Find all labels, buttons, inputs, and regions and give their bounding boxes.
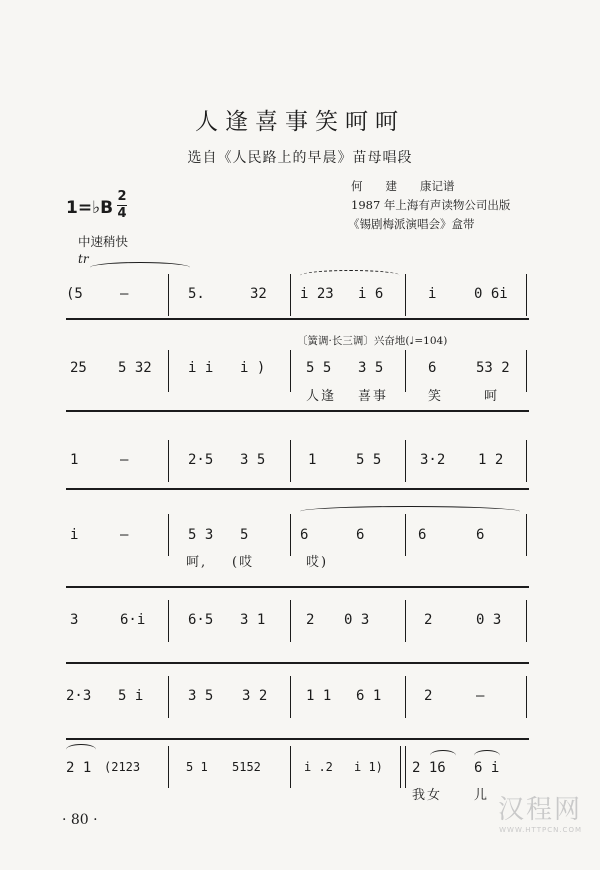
bar-line <box>526 676 527 718</box>
note-group: 0 3 <box>344 612 370 628</box>
note-group: 6 1 <box>356 688 382 704</box>
note-group: 3 2 <box>242 688 268 704</box>
bar-line <box>526 350 527 392</box>
note-group: 5 <box>240 527 249 543</box>
bar-line <box>526 600 527 642</box>
note-group: 2 <box>424 612 433 628</box>
lyric: 笑 <box>428 389 444 404</box>
bar-line <box>526 274 527 316</box>
key-signature: 1=♭B <box>66 198 114 218</box>
note-group: 3·2 <box>420 452 446 468</box>
note-group: 1 1 <box>306 688 332 704</box>
lyric: 我女 <box>412 788 443 803</box>
bar-line <box>290 600 291 642</box>
note-group: i 6 <box>358 286 384 302</box>
note-group: 1 <box>308 452 317 468</box>
bar-line <box>400 746 401 788</box>
time-signature-bottom: 4 <box>117 206 127 221</box>
section-marker: 〔簧调·长三调〕兴奋地(♩=104) <box>297 335 448 347</box>
note-group: (2123 <box>104 760 141 774</box>
phrase-arc <box>90 262 190 273</box>
note-group: 6 <box>476 527 485 543</box>
note-group: 3 5 <box>188 688 214 704</box>
phrase-arc <box>300 270 400 281</box>
watermark <box>498 789 582 834</box>
lyric: 喜事 <box>358 389 389 404</box>
lyric: 人逢 <box>306 389 337 404</box>
note-group: 6 <box>428 360 437 376</box>
note-group: i <box>428 286 437 302</box>
note-group: 0 3 <box>476 612 502 628</box>
bar-line <box>290 676 291 718</box>
note-group: 5 5 <box>356 452 382 468</box>
note-group: 1 <box>70 452 79 468</box>
credit-source: 《锡剧梅派演唱会》盒带 <box>348 217 475 231</box>
note-group: 2 1 <box>66 760 92 776</box>
watermark-brand: 汉程网 <box>497 795 582 825</box>
note-group: 6 <box>300 527 309 543</box>
bar-line <box>405 514 406 556</box>
credit-transcriber: 何 建 康记谱 <box>351 179 455 193</box>
note-group: 1 2 <box>478 452 504 468</box>
staff-line <box>66 488 529 490</box>
note-group: – <box>120 527 129 543</box>
note-group: 2 <box>424 688 433 704</box>
note-group: i i <box>188 360 214 376</box>
lyric: 儿 <box>474 788 490 803</box>
note-group: – <box>120 286 129 302</box>
note-group: 3 <box>70 612 79 628</box>
note-group: 5 1 <box>186 760 208 774</box>
note-group: 6 <box>418 527 427 543</box>
phrase-arc <box>66 744 96 755</box>
page-subtitle: 选自《人民路上的早晨》苗母唱段 <box>187 150 413 166</box>
note-group: 0 6i <box>474 286 508 302</box>
note-group: 6·i <box>120 612 146 628</box>
bar-line <box>290 746 291 788</box>
note-group: 3 5 <box>358 360 384 376</box>
page-title: 人逢喜事笑呵呵 <box>195 109 405 135</box>
bar-line <box>290 440 291 482</box>
bar-line <box>526 514 527 556</box>
bar-line <box>405 600 406 642</box>
bar-line <box>405 676 406 718</box>
time-signature <box>117 190 127 221</box>
lyric: 呵, <box>186 555 208 570</box>
bar-line <box>290 274 291 316</box>
note-group: 32 <box>250 286 267 302</box>
lyric: 呵 <box>484 389 500 404</box>
bar-line <box>290 514 291 556</box>
bar-line <box>405 746 406 788</box>
bar-line <box>168 350 169 392</box>
bar-line <box>405 350 406 392</box>
bar-line <box>168 440 169 482</box>
bar-line <box>526 440 527 482</box>
note-group: 5152 <box>232 760 261 774</box>
phrase-arc <box>474 750 500 761</box>
note-group: 6·5 <box>188 612 214 628</box>
note-group: 3 5 <box>240 452 266 468</box>
note-group: 5 i <box>118 688 144 704</box>
bar-line <box>168 514 169 556</box>
phrase-arc <box>430 750 456 761</box>
bar-line <box>405 440 406 482</box>
note-group: – <box>120 452 129 468</box>
note-group: 5 32 <box>118 360 152 376</box>
bar-line <box>168 746 169 788</box>
note-group: 5. <box>188 286 205 302</box>
staff-line <box>66 662 529 664</box>
bar-line <box>405 274 406 316</box>
note-group: 2·3 <box>66 688 92 704</box>
note-group: 53 2 <box>476 360 510 376</box>
bar-line <box>168 274 169 316</box>
note-group: i 1) <box>354 760 383 774</box>
note-group: 25 <box>70 360 87 376</box>
staff-line <box>66 410 529 412</box>
phrase-arc <box>300 506 520 517</box>
staff-line <box>66 738 529 740</box>
page-number: · 80 · <box>62 812 98 828</box>
note-group: i .2 <box>304 760 333 774</box>
lyric: (哎 <box>232 555 255 570</box>
note-group: 5 5 <box>306 360 332 376</box>
note-group: 5 3 <box>188 527 214 543</box>
bar-line <box>168 600 169 642</box>
note-group: i <box>70 527 79 543</box>
note-group: 2·5 <box>188 452 214 468</box>
watermark-url: WWW.HTTPCN.COM <box>499 826 582 834</box>
staff-line <box>66 318 529 320</box>
credit-publisher: 1987 年上海有声读物公司出版 <box>351 198 511 212</box>
time-signature-top: 2 <box>117 189 127 204</box>
bar-line <box>168 676 169 718</box>
note-group: – <box>476 688 485 704</box>
lyric: 哎) <box>306 555 329 570</box>
staff-line <box>66 586 529 588</box>
tempo-marking: 中速稍快 <box>78 234 129 249</box>
trill-ornament: tr <box>78 252 89 266</box>
note-group: 3 1 <box>240 612 266 628</box>
note-group: 2 <box>306 612 315 628</box>
note-group: 6 i <box>474 760 500 776</box>
note-group: i 23 <box>300 286 334 302</box>
bar-line <box>290 350 291 392</box>
note-group: 6 <box>356 527 365 543</box>
note-group: (5 <box>66 286 83 302</box>
note-group: i ) <box>240 360 266 376</box>
note-group: 2 16 <box>412 760 446 776</box>
